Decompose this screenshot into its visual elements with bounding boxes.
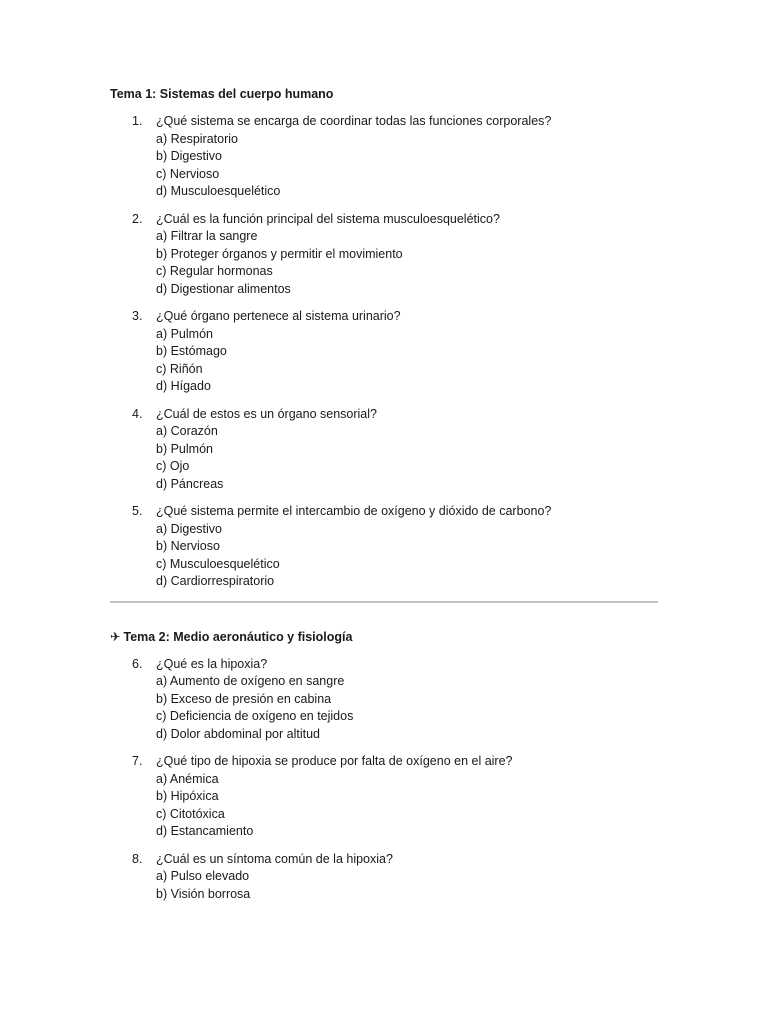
question-number: 3. [132,309,143,323]
option-a: a) Pulmón [156,326,213,341]
section-divider [110,601,658,603]
option-c: c) Ojo [156,459,190,473]
question-number: 1. [132,114,143,128]
section-1-title: Tema 1: Sistemas del cuerpo humano [110,87,334,101]
question-text: ¿Qué sistema permite el intercambio de oxígeno y dióxido de carbono? [156,504,552,518]
option-b: b) Hipóxica [156,789,219,803]
section-2-title [110,629,658,646]
question-4 [110,406,658,494]
document-page [110,86,658,913]
question-text: ¿Cuál de estos es un órgano sensorial? [156,406,377,421]
option-b: b) Pulmón [156,441,213,456]
question-number: 5. [132,504,143,518]
option-d: d) Dolor abdominal por altitud [156,726,320,741]
option-b: b) Estómago [156,344,227,358]
option-c: c) Citotóxica [156,806,225,821]
option-d: d) Digestionar alimentos [156,281,291,296]
question-number: 8. [132,851,143,866]
option-d: d) Cardiorrespiratorio [156,574,275,588]
airplane-icon: ✈ [110,629,121,644]
option-b: b) Digestivo [156,149,222,163]
section-2-title-text: Tema 2: Medio aeronáutico y fisiología [123,629,353,644]
option-c: c) Riñón [156,361,203,376]
option-a: a) Respiratorio [156,131,238,146]
option-b: b) Proteger órganos y permitir el movimiento [156,246,403,261]
option-c: c) Deficiencia de oxígeno en tejidos [156,709,354,723]
question-6 [110,656,658,744]
option-b: b) Visión borrosa [156,886,251,901]
question-text: ¿Qué órgano pertenece al sistema urinario? [156,309,401,323]
option-a: a) Filtrar la sangre [156,229,258,243]
option-a: a) Aumento de oxígeno en sangre [156,674,345,688]
option-a: a) Corazón [156,424,218,438]
option-a: a) Digestivo [156,521,222,536]
option-d: d) Páncreas [156,476,224,491]
question-text: ¿Qué tipo de hipoxia se produce por falta de oxígeno en el aire? [156,754,513,768]
question-text: ¿Qué sistema se encarga de coordinar todas las funciones corporales? [156,114,552,128]
option-d: d) Estancamiento [156,824,254,838]
question-text: ¿Qué es la hipoxia? [156,656,268,671]
question-1 [110,113,658,201]
option-a: a) Pulso elevado [156,869,250,883]
question-number: 4. [132,406,143,421]
option-c: c) Regular hormonas [156,264,273,278]
option-b: b) Exceso de presión en cabina [156,691,332,706]
section-2 [110,629,658,904]
question-number: 7. [132,754,143,768]
question-7 [110,753,658,841]
option-a: a) Anémica [156,771,219,786]
option-b: b) Nervioso [156,539,220,553]
question-text: ¿Cuál es un síntoma común de la hipoxia? [156,851,393,866]
question-number: 2. [132,211,143,226]
option-c: c) Nervioso [156,166,220,181]
question-2 [110,211,658,299]
question-8 [110,851,658,904]
option-d: d) Hígado [156,379,211,393]
question-number: 6. [132,656,143,671]
option-d: d) Musculoesquelético [156,184,281,198]
section-1 [110,86,658,591]
question-5 [110,503,658,591]
option-c: c) Musculoesquelético [156,556,280,571]
question-text: ¿Cuál es la función principal del sistema musculoesquelético? [156,211,500,226]
question-3 [110,308,658,396]
